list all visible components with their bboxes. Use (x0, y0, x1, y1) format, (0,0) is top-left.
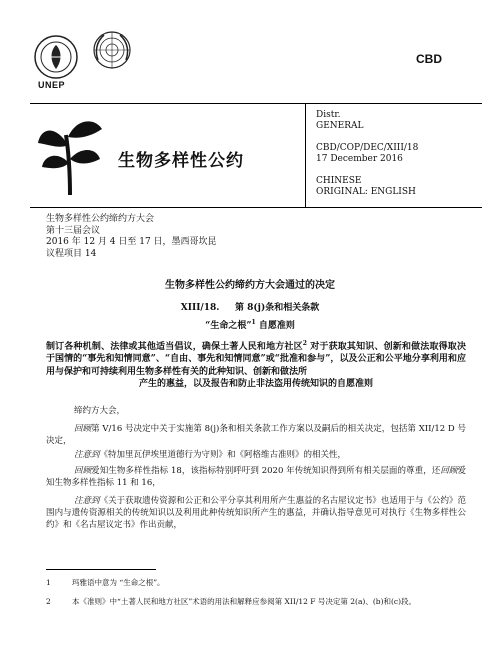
meeting-body: 生物多样性公约缔约方大会 (46, 214, 155, 224)
header-divider-bottom (30, 207, 482, 208)
cbd-plant-logo-icon (36, 115, 106, 195)
paragraph-recalling-2: 回顾爱知生物多样性指标 18，该指标特别呼吁到 2020 年传统知识得到所有相关层面的尊重，还回顾爱知生物多样性指标 11 和 16， (46, 466, 466, 488)
decision-subheading: “生命之根”$^1$ 自愿准则 (205, 319, 295, 331)
distr-value: GENERAL (316, 121, 364, 131)
header-vertical-divider (305, 103, 306, 207)
footnote-2 (46, 597, 466, 607)
footnote-text: 本《准则》中“土著人民和地方社区”术语的用法和解释应参阅第 XII/12 F 号决定第 2(a)、(b)和(c)段。 (72, 597, 417, 606)
document-code-label: CBD (416, 52, 442, 66)
decision-heading (0, 300, 500, 313)
document-language: CHINESE (316, 176, 362, 186)
footnote-separator (46, 569, 156, 570)
header-divider-top (30, 103, 482, 104)
meeting-dates-location: 2016 年 12 月 4 日至 17 日，墨西哥坎昆 (46, 237, 217, 248)
paragraph-preamble: 缔约方大会， (74, 406, 126, 416)
unep-label: UNEP (38, 80, 66, 90)
paragraph-recalling-1: 回顾第 V/16 号决定中关于实施第 8(j)条和相关条款工作方案以及嗣后的相关决定，包括第 XII/12 D 号决定， (46, 424, 466, 446)
decision-title: 生物多样性公约缔约方大会通过的决定 (165, 280, 335, 291)
footnote-number: 1 (46, 578, 51, 587)
un-emblem-icon (92, 30, 132, 70)
document-info-block (316, 110, 418, 198)
document-date: 17 December 2016 (316, 154, 403, 164)
footnote-1 (46, 578, 466, 588)
convention-name: 生物多样性公约 (118, 151, 244, 171)
paragraph-noting-2: 注意到《关于获取遗传资源和公正和公平分享其利用所产生惠益的名古屋议定书》也适用于与《公约》范围内与遗传资源相关的传统知识以及利用此种传统知识所产生的惠益，并确认指导意见可对执行《生物多样性公约》和《名古屋议定书》作出贡献， (46, 496, 466, 530)
decision-lead-title: 制订各种机制、法律或其他适当倡议，确保土著人民和地方社区$^2$ 对于获取其知识、创新和做法取得取决于国情的“事先和知情同意”、“自由、事先和知情同意”或“批准和参与”，以及公正和公平地分享利用和应用与保护和可持续利用生物多样性有关的此种知识、创新和做法所 产生的惠益，以及报告和防止非法盗用传统知识的自愿准则 (46, 340, 466, 390)
agenda-item: 议程项目 14 (46, 248, 97, 259)
distr-label: Distr. (316, 110, 341, 120)
decision-number: XIII/18. (180, 303, 220, 313)
meeting-info (46, 214, 217, 260)
decision-heading-text: 第 8(j)条和相关条款 (235, 303, 320, 313)
original-language: ORIGINAL: ENGLISH (316, 187, 416, 197)
meeting-session: 第十三届会议 (46, 225, 101, 236)
footnote-number: 2 (46, 597, 51, 606)
paragraph-noting-1: 注意到《特加里瓦伊埃里道德行为守则》和《阿格维古准则》的相关性， (74, 450, 347, 460)
footnote-text: 玛雅语中意为 “生命之根”。 (72, 578, 165, 587)
document-symbol: CBD/COP/DEC/XIII/18 (316, 143, 419, 153)
